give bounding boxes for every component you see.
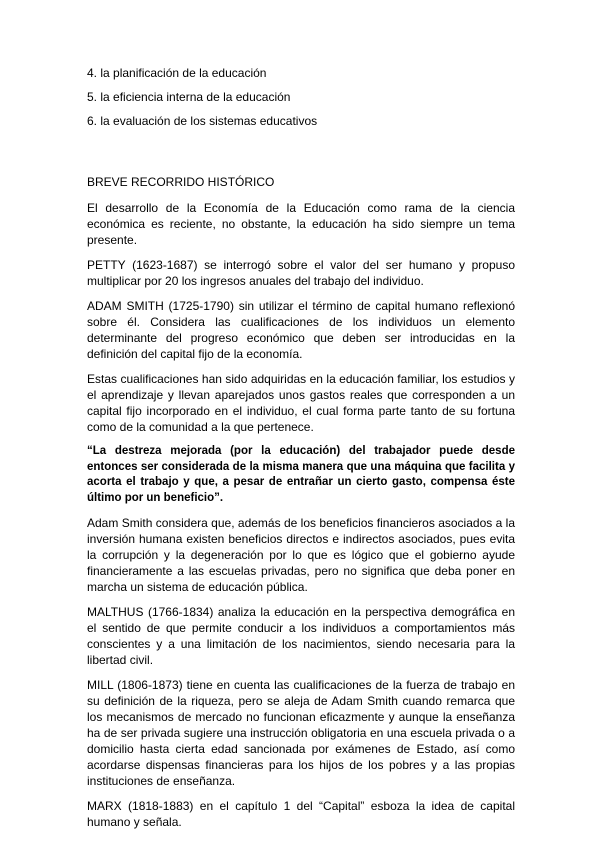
section-heading: BREVE RECORRIDO HISTÓRICO (87, 175, 275, 189)
quote-block: “La destreza mejorada (por la educación) del trabajador puede desde entonces ser considerada de la misma manera que una máquina que facilita y acorta el trabajo y que, a pesar de entrañar un cierto gasto, compensa éste último por un beneficio”. (87, 445, 515, 504)
paragraph-intro: El desarrollo de la Economía de la Educación como rama de la ciencia económica es reciente, no obstante, la educación ha sido siempre un tema presente. (87, 201, 515, 247)
paragraph-malthus: MALTHUS (1766-1834) analiza la educación en la perspectiva demográfica en el sentido de que permite conducir a los individuos a comportamientos más conscientes y a una limitación de los nacimientos, siendo necesaria para la libertad civil. (87, 605, 515, 667)
paragraph-mill: MILL (1806-1873) tiene en cuenta las cualificaciones de la fuerza de trabajo en su definición de la riqueza, pero se aleja de Adam Smith cuando remarca que los mecanismos de mercado no funcionan eficazmente y aunque la enseñanza ha de ser privada sugiere una instrucción obligatoria en una escuela privada o a domicilio hasta cierta edad sancionada por exámenes de Estado, así como acordarse dispensas financieras para los hijos de los pobres y a las propias instituciones de enseñanza. (87, 678, 515, 788)
paragraph-petty: PETTY (1623-1687) se interrogó sobre el valor del ser humano y propuso multiplicar por 20 los ingresos anuales del trabajo del individuo. (87, 258, 515, 288)
paragraph-smith-3: Adam Smith considera que, además de los beneficios financieros asociados a la inversión humana existen beneficios directos e indirectos asociados, pues evita la corrupción y la degeneración por lo que es lógico que el gobierno ayude financieramente a las escuelas privadas, pero no significa que deba poner en marcha un sistema de educación pública. (87, 516, 515, 594)
paragraph-marx: MARX (1818-1883) en el capítulo 1 del “Capital” esboza la idea de capital humano y señala. (87, 799, 515, 829)
paragraph-smith-1: ADAM SMITH (1725-1790) sin utilizar el término de capital humano reflexionó sobre él. Considera las cualificaciones de los individuos un elemento determinante del progreso económico que deben ser introducidas en la definición del capital fijo de la economía. (87, 299, 515, 361)
paragraph-smith-2: Estas cualificaciones han sido adquiridas en la educación familiar, los estudios y el aprendizaje y llevan aparejados unos gastos reales que corresponden a un capital fijo incorporado en el individuo, el cual forma parte tanto de su fortuna como de la comunidad a la que pertenece. (87, 372, 515, 434)
list-item: 4. la planificación de la educación (87, 66, 267, 80)
list-item: 6. la evaluación de los sistemas educativos (87, 114, 318, 128)
list-item: 5. la eficiencia interna de la educación (87, 90, 291, 104)
document-page (87, 65, 515, 839)
